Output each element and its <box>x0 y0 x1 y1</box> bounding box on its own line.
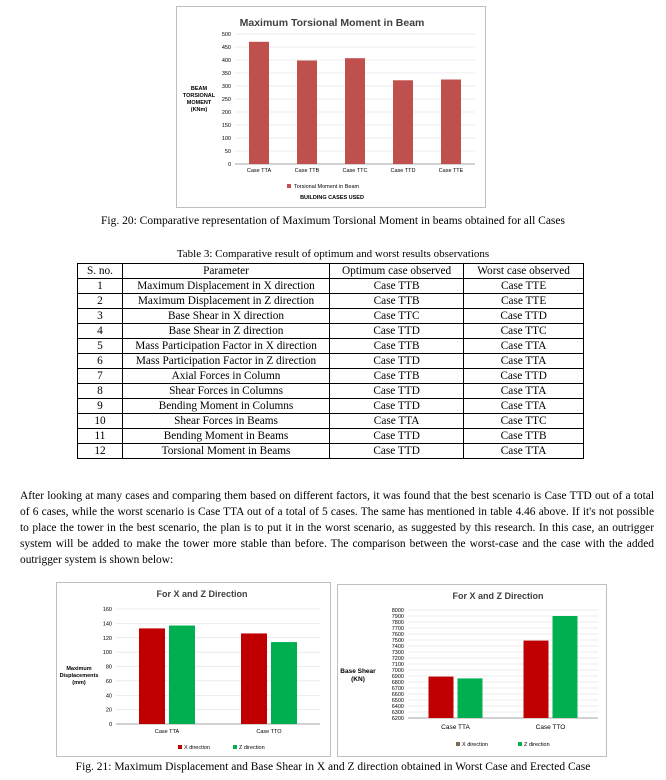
fig20-y-tick-label: 100 <box>221 136 231 142</box>
cell-sno: 4 <box>78 324 123 339</box>
cell-optimum: Case TTD <box>330 384 464 399</box>
table-header-row <box>78 264 584 279</box>
fig21a-x-tick-label: Case TTO <box>256 729 282 735</box>
cell-sno: 2 <box>78 294 123 309</box>
fig20-y-tick-label: 350 <box>221 71 231 77</box>
header-sno: S. no. <box>78 264 123 279</box>
header-worst: Worst case observed <box>464 264 584 279</box>
cell-worst: Case TTA <box>464 384 584 399</box>
fig20-ylabel-line: TORSIONAL <box>182 93 216 99</box>
fig20-ylabel-line: (KNm) <box>190 107 208 113</box>
cell-optimum: Case TTD <box>330 429 464 444</box>
table-row <box>78 339 584 354</box>
cell-parameter: Shear Forces in Columns <box>122 384 329 399</box>
fig21b-y-tick-label: 7500 <box>391 638 404 644</box>
fig21-right-chart-frame <box>337 584 607 757</box>
table-row <box>78 429 584 444</box>
fig21b-bar <box>458 678 483 718</box>
cell-optimum: Case TTC <box>330 309 464 324</box>
cell-optimum: Case TTB <box>330 369 464 384</box>
fig21b-legend-label-x: X direction <box>462 742 488 748</box>
fig20-bar <box>297 61 317 164</box>
cell-sno: 1 <box>78 279 123 294</box>
fig21-left-chart-frame <box>56 582 331 757</box>
table-row <box>78 414 584 429</box>
fig20-x-axis-label: BUILDING CASES USED <box>300 195 364 201</box>
fig21b-y-tick-label: 6500 <box>391 698 404 704</box>
cell-sno: 5 <box>78 339 123 354</box>
table-row <box>78 324 584 339</box>
fig21b-y-tick-label: 7600 <box>391 632 404 638</box>
fig20-y-tick-label: 200 <box>221 110 231 116</box>
cell-optimum: Case TTB <box>330 339 464 354</box>
fig21b-y-tick-label: 7300 <box>391 650 404 656</box>
cell-optimum: Case TTB <box>330 279 464 294</box>
fig20-chart <box>177 7 485 207</box>
fig21b-ylabel-line: Base Shear <box>340 668 376 675</box>
cell-sno: 10 <box>78 414 123 429</box>
fig20-x-tick-label: Case TTE <box>438 168 464 174</box>
fig21a-bar <box>139 628 165 724</box>
cell-parameter: Mass Participation Factor in X direction <box>122 339 329 354</box>
fig20-ylabel-line: MOMENT <box>186 100 212 106</box>
cell-optimum: Case TTD <box>330 324 464 339</box>
fig20-chart-title: Maximum Torsional Moment in Beam <box>239 17 425 29</box>
fig21b-ylabel-line: (KN) <box>351 676 365 683</box>
fig21a-y-axis-label <box>60 666 99 686</box>
cell-worst: Case TTA <box>464 354 584 369</box>
fig21b-bar <box>553 616 578 718</box>
fig21b-y-tick-label: 7900 <box>391 614 404 620</box>
cell-worst: Case TTA <box>464 444 584 459</box>
fig21a-y-tick-label: 40 <box>105 693 112 700</box>
fig20-ylabel-line: BEAM <box>190 86 208 92</box>
fig21b-chart-title: For X and Z Direction <box>452 591 544 601</box>
fig21b-y-tick-label: 8000 <box>391 608 404 614</box>
cell-sno: 3 <box>78 309 123 324</box>
fig21b-legend-swatch-x <box>456 742 460 746</box>
header-parameter: Parameter <box>122 264 329 279</box>
fig21-base-shear-chart <box>338 585 606 756</box>
fig21b-y-axis-label <box>340 668 376 683</box>
fig20-bar <box>345 58 365 164</box>
fig20-legend-swatch <box>287 184 291 188</box>
table-row <box>78 354 584 369</box>
fig21a-y-tick-label: 160 <box>102 607 112 613</box>
fig21a-y-tick-label: 0 <box>108 722 112 728</box>
cell-optimum: Case TTD <box>330 399 464 414</box>
fig21a-ylabel-line: Displacements <box>59 673 99 679</box>
fig21a-y-tick-label: 20 <box>105 707 112 714</box>
fig21b-bars <box>429 616 578 718</box>
fig21b-y-tick-label: 6600 <box>391 692 404 698</box>
fig21b-y-tick-label: 6800 <box>391 680 404 686</box>
fig20-x-tick-label: Case TTC <box>342 168 368 174</box>
cell-worst: Case TTA <box>464 339 584 354</box>
fig21b-legend-swatch-z <box>518 742 522 746</box>
fig20-y-tick-label: 450 <box>221 45 231 51</box>
cell-parameter: Bending Moment in Columns <box>122 399 329 414</box>
fig21b-y-tick-label: 6200 <box>391 716 404 722</box>
table-row <box>78 444 584 459</box>
fig20-legend-label: Torsional Moment in Beam <box>294 184 360 190</box>
cell-worst: Case TTC <box>464 414 584 429</box>
header-optimum: Optimum case observed <box>330 264 464 279</box>
fig20-bar <box>441 80 461 165</box>
fig20-y-tick-label: 500 <box>221 32 231 38</box>
fig20-x-tick-label: Case TTB <box>294 168 320 174</box>
fig20-y-tick-label: 250 <box>221 97 231 103</box>
cell-parameter: Maximum Displacement in Z direction <box>122 294 329 309</box>
fig21a-ylabel-line: (mm) <box>72 680 86 686</box>
fig20-y-tick-label: 300 <box>221 84 231 90</box>
fig21-caption: Fig. 21: Maximum Displacement and Base Shear in X and Z direction obtained in Worst Case and Erected Case <box>75 761 591 773</box>
fig21b-legend-label-z: Z direction <box>524 742 550 748</box>
cell-parameter: Base Shear in X direction <box>122 309 329 324</box>
cell-parameter: Base Shear in Z direction <box>122 324 329 339</box>
fig21a-bar <box>241 633 267 724</box>
cell-parameter: Mass Participation Factor in Z direction <box>122 354 329 369</box>
cell-worst: Case TTC <box>464 324 584 339</box>
cell-worst: Case TTB <box>464 429 584 444</box>
fig21b-y-tick-label: 7700 <box>391 626 404 632</box>
table-row <box>78 294 584 309</box>
fig21-displacement-chart <box>57 583 330 756</box>
fig21a-legend-label-z: Z direction <box>239 745 265 751</box>
fig21b-y-tick-label: 7800 <box>391 620 404 626</box>
fig21a-y-tick-label: 100 <box>102 650 112 657</box>
fig21a-y-tick-label: 60 <box>105 678 112 685</box>
cell-parameter: Bending Moment in Beams <box>122 429 329 444</box>
fig20-y-tick-label: 50 <box>224 149 231 155</box>
table-row <box>78 279 584 294</box>
table-row <box>78 369 584 384</box>
cell-worst: Case TTE <box>464 294 584 309</box>
cell-sno: 7 <box>78 369 123 384</box>
cell-optimum: Case TTB <box>330 294 464 309</box>
fig21b-y-tick-label: 7000 <box>391 668 404 674</box>
fig21b-y-tick-label: 7400 <box>391 644 404 650</box>
fig20-x-tick-label: Case TTD <box>390 168 416 174</box>
fig20-x-tick-label: Case TTA <box>246 168 272 174</box>
cell-worst: Case TTE <box>464 279 584 294</box>
cell-sno: 8 <box>78 384 123 399</box>
table-row <box>78 399 584 414</box>
fig20-bar <box>393 80 413 164</box>
fig21a-bar <box>271 642 297 724</box>
cell-worst: Case TTA <box>464 399 584 414</box>
cell-parameter: Torsional Moment in Beams <box>122 444 329 459</box>
fig21b-y-tick-label: 7100 <box>391 662 404 668</box>
cell-sno: 6 <box>78 354 123 369</box>
fig21a-legend-label-x: X direction <box>184 745 210 751</box>
cell-parameter: Maximum Displacement in X direction <box>122 279 329 294</box>
table-row <box>78 384 584 399</box>
cell-sno: 12 <box>78 444 123 459</box>
cell-sno: 9 <box>78 399 123 414</box>
fig21b-bar <box>429 677 454 718</box>
cell-parameter: Axial Forces in Column <box>122 369 329 384</box>
cell-sno: 11 <box>78 429 123 444</box>
fig21a-legend-swatch-x <box>178 745 182 749</box>
cell-worst: Case TTD <box>464 369 584 384</box>
cell-optimum: Case TTD <box>330 354 464 369</box>
fig20-y-tick-label: 400 <box>221 58 231 64</box>
fig21a-y-tick-label: 80 <box>105 664 112 671</box>
table-caption: Table 3: Comparative result of optimum and worst results observations <box>176 248 490 260</box>
body-paragraph: After looking at many cases and comparing them based on different factors, it was found that the best scenario is Case TTD out of a total of 6 cases, while the worst scenario is Case TTA out of a total of 5 cases. The same has mentioned in table 4.46 above. If it's not possible to place the tower in the best scenario, the plan is to put it in the worst scenario, as suggested by this research. In this case, an outrigger system will be added to make the tower more stable than before. The comparison between the worst-case and the case with the added outrigger system is shown below: <box>20 490 654 566</box>
fig21a-bars <box>139 626 297 724</box>
fig21b-x-tick-label: Case TTA <box>441 724 470 731</box>
fig21b-y-tick-label: 6700 <box>391 686 404 692</box>
fig20-y-axis-label <box>183 86 216 113</box>
fig21a-x-tick-label: Case TTA <box>154 729 180 735</box>
fig20-y-tick-label: 0 <box>227 162 231 168</box>
fig21a-chart-title: For X and Z Direction <box>156 589 248 599</box>
fig21b-y-tick-label: 6400 <box>391 704 404 710</box>
cell-worst: Case TTD <box>464 309 584 324</box>
fig20-bar <box>249 42 269 164</box>
cell-optimum: Case TTA <box>330 414 464 429</box>
fig20-caption: Fig. 20: Comparative representation of Maximum Torsional Moment in beams obtained for all Cases <box>100 215 565 227</box>
fig20-chart-frame <box>176 6 486 208</box>
fig21a-ylabel-line: Maximum <box>66 666 92 672</box>
cell-optimum: Case TTD <box>330 444 464 459</box>
fig21b-y-tick-label: 6900 <box>391 674 404 680</box>
fig21a-bar <box>169 626 195 724</box>
table-body <box>78 279 584 459</box>
fig21a-y-tick-label: 140 <box>102 621 112 628</box>
table-row <box>78 309 584 324</box>
fig21b-y-tick-label: 7200 <box>391 656 404 662</box>
fig21b-y-tick-label: 6300 <box>391 710 404 716</box>
comparison-table <box>77 263 584 459</box>
fig21b-bar <box>524 641 549 718</box>
cell-parameter: Shear Forces in Beams <box>122 414 329 429</box>
fig21b-x-tick-label: Case TTO <box>535 724 566 731</box>
fig21a-legend-swatch-z <box>233 745 237 749</box>
fig21a-y-tick-label: 120 <box>102 635 112 642</box>
fig20-y-tick-label: 150 <box>221 123 231 129</box>
